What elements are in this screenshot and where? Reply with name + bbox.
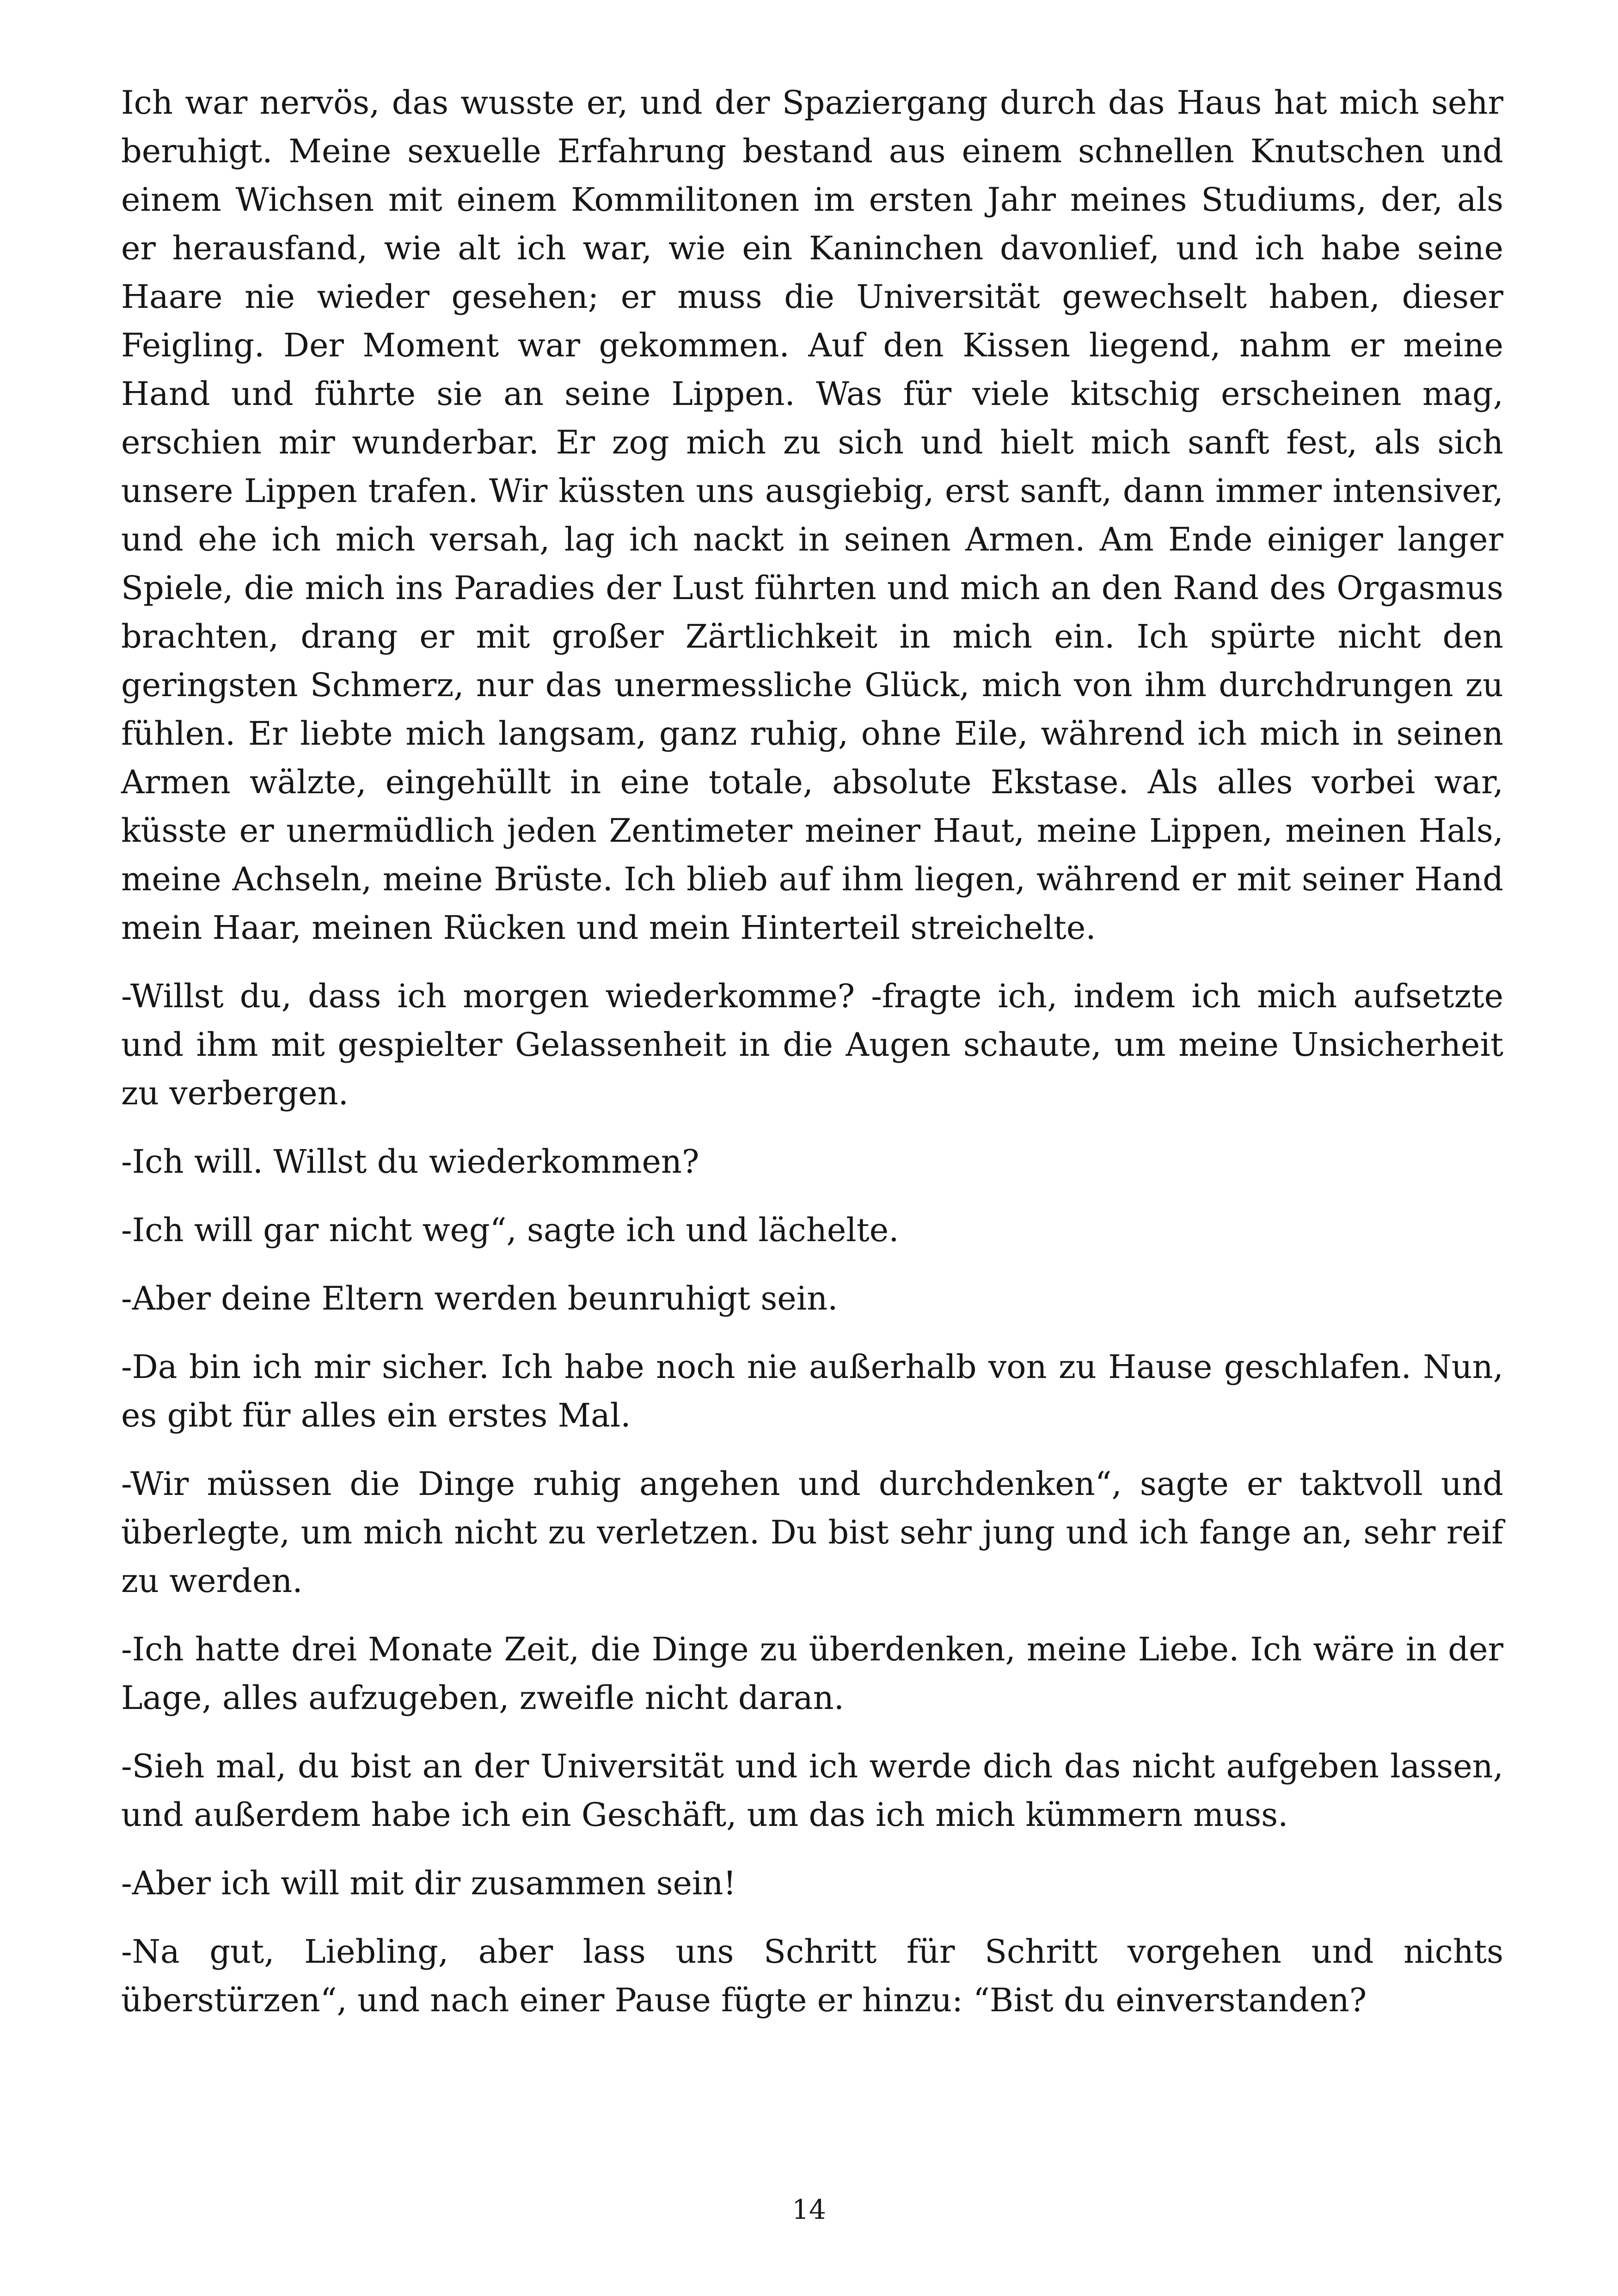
paragraph: Ich war nervös, das wusste er, und der Spaziergang durch das Haus hat mich sehr beruhigt. Meine sexuelle Erfahrung bestand aus einem schnellen Knutschen und einem Wichsen mit einem Kommilitonen im ersten Jahr meines Studiums, der, als er herausfand, wie alt ich war, wie ein Kaninchen davonlief, und ich habe seine Haare nie wieder gesehen; er muss die Universität gewechselt haben, dieser Feigling. Der Moment war gekommen. Auf den Kissen liegend, nahm er meine Hand und führte sie an seine Lippen. Was für viele kitschig erscheinen mag, erschien mir wunderbar. Er zog mich zu sich und hielt mich sanft fest, als sich unsere Lippen trafen. Wir küssten uns ausgiebig, erst sanft, dann immer intensiver, und ehe ich mich versah, lag ich nackt in seinen Armen. Am Ende einiger langer Spiele, die mich ins Paradies der Lust führten und mich an den Rand des Orgasmus brachten, drang er mit großer Zärtlichkeit in mich ein. Ich spürte nicht den geringsten Schmerz, nur das unermessliche Glück, mich von ihm durchdrungen zu fühlen. Er liebte mich langsam, ganz ruhig, ohne Eile, während ich mich in seinen Armen wälzte, eingehüllt in eine totale, absolute Ekstase. Als alles vorbei war, küsste er unermüdlich jeden Zentimeter meiner Haut, meine Lippen, meinen Hals, meine Achseln, meine Brüste. Ich blieb auf ihm liegen, während er mit seiner Hand mein Haar, meinen Rücken und mein Hinterteil streichelte.	[121, 84, 1503, 947]
paragraph: -Ich will. Willst du wiederkommen?	[121, 1143, 699, 1181]
paragraph: -Da bin ich mir sicher. Ich habe noch nie außerhalb von zu Hause geschlafen. Nun, es gibt für alles ein erstes Mal.	[121, 1348, 1503, 1434]
paragraph: -Sieh mal, du bist an der Universität und ich werde dich das nicht aufgeben lassen, und außerdem habe ich ein Geschäft, um das ich mich kümmern muss.	[121, 1747, 1503, 1834]
paragraph: -Aber ich will mit dir zusammen sein!	[121, 1864, 736, 1902]
paragraph: -Na gut, Liebling, aber lass uns Schritt für Schritt vorgehen und nichts überstürzen“, und nach einer Pause fügte er hinzu: “Bist du einverstanden?	[121, 1933, 1503, 2019]
paragraph: -Ich hatte drei Monate Zeit, die Dinge zu überdenken, meine Liebe. Ich wäre in der Lage, alles aufzugeben, zweifle nicht daran.	[121, 1630, 1503, 1717]
paragraph: -Willst du, dass ich morgen wiederkomme? -fragte ich, indem ich mich aufsetzte und ihm mit gespielter Gelassenheit in die Augen schaute, um meine Unsicherheit zu verbergen.	[121, 977, 1503, 1112]
paragraph: -Ich will gar nicht weg“, sagte ich und lächelte.	[121, 1211, 899, 1249]
page-number: 14	[792, 2194, 826, 2225]
body-text	[121, 79, 1503, 2045]
paragraph: -Aber deine Eltern werden beunruhigt sein.	[121, 1280, 838, 1317]
paragraph: -Wir müssen die Dinge ruhig angehen und durchdenken“, sagte er taktvoll und überlegte, um mich nicht zu verletzen. Du bist sehr jung und ich fange an, sehr reif zu werden.	[121, 1465, 1503, 1600]
